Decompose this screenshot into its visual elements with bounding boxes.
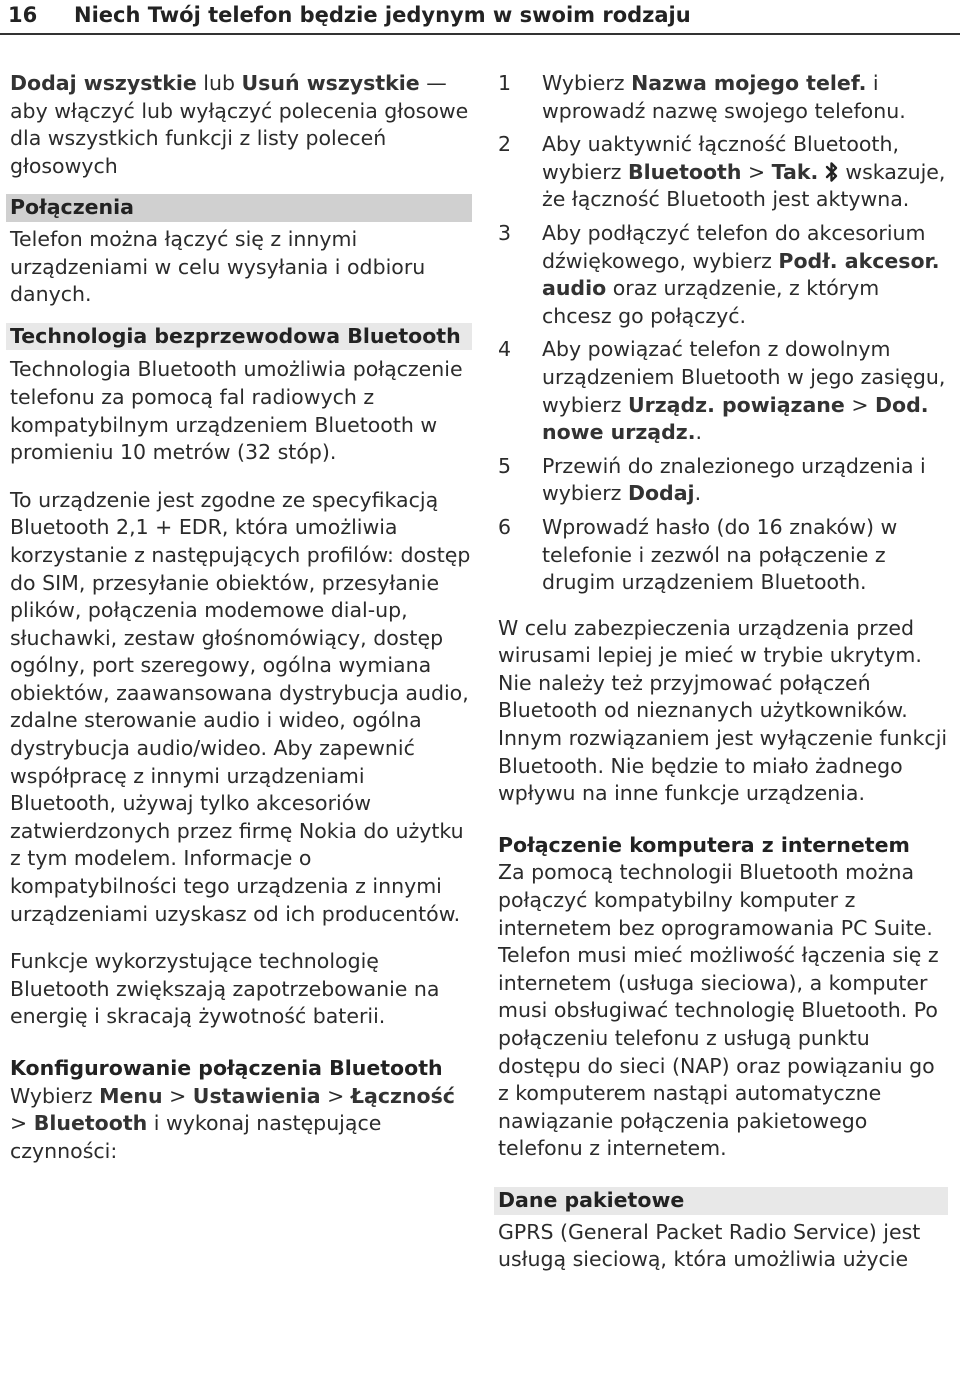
list-item: 2 Aby uaktywnić łączność Bluetooth, wybierz Bluetooth > Tak. wskazuje, że łączność Bluetooth jest aktywna. — [498, 132, 946, 212]
bluetooth-battery-text: Funkcje wykorzystujące technologię Bluetooth zwiększają zapotrzebowanie na energię i skracają żywotność baterii. — [10, 949, 440, 1029]
right-column — [498, 70, 948, 1274]
page-header — [0, 0, 960, 35]
bluetooth-config-path: Wybierz Menu > Ustawienia > Łączność > Bluetooth i wykonaj następujące czynności: — [10, 1083, 455, 1163]
subheading-bluetooth-config: Konfigurowanie połączenia Bluetooth — [10, 1056, 443, 1080]
page-number: 16 — [8, 3, 38, 27]
packet-data-text: GPRS (General Packet Radio Service) jest usługą sieciową, która umożliwia użycie — [498, 1219, 921, 1272]
add-all-option: Dodaj wszystkie — [10, 71, 197, 95]
bluetooth-steps-list — [498, 70, 948, 597]
list-item: 1 Wybierz Nazwa mojego telef. i wprowadź nazwę swojego telefonu. — [498, 71, 906, 123]
pc-internet-text: Za pomocą technologii Bluetooth można połączyć kompatybilny komputer z internetem bez oprogramowania PC Suite. Telefon musi mieć możliwość łączenia się z internetem (usługa sieciowa), a komputer musi obsługiwać technologię Bluetooth. Po połączeniu telefonu z usługą punktu dostępu do sieci (NAP) oraz powiązaniu go z komputerem nastąpi automatyczne nawiązanie połączenia pakietowego telefonu z internetem. — [498, 860, 939, 1161]
list-item: 3 Aby podłączyć telefon do akcesorium dźwiękowego, wybierz Podł. akcesor. audio oraz urządzenie, z którym chcesz go połączyć. — [498, 220, 940, 328]
section-heading-polaczenia: Połączenia — [6, 194, 472, 222]
page-title: Niech Twój telefon będzie jedynym w swoim rodzaju — [74, 3, 691, 27]
section-heading-bluetooth: Technologia bezprzewodowa Bluetooth — [6, 323, 472, 351]
bluetooth-icon — [825, 161, 839, 183]
left-column — [10, 70, 472, 1165]
security-advice-text: W celu zabezpieczenia urządzenia przed wirusami lepiej je mieć w trybie ukrytym. Nie należy też przyjmować połączeń Bluetooth od nieznanych użytkowników. Innym rozwiązaniem jest wyłączenie funkcji Bluetooth. Nie będzie to miało żadnego wpływu na inne funkcje urządzenia. — [498, 615, 948, 806]
menu-path-connectivity: Łączność — [350, 1083, 455, 1108]
list-item: 4 Aby powiązać telefon z dowolnym urządzeniem Bluetooth w jego zasięgu, wybierz Urządz. powiązane > Dod. nowe urządz.. — [498, 337, 946, 445]
bluetooth-intro-text: Technologia Bluetooth umożliwia połączenie telefonu za pomocą fal radiowych z kompatybilnym urządzeniem Bluetooth w promieniu 10 metrów (32 stóp). — [10, 357, 463, 465]
voice-commands-paragraph: Dodaj wszystkie lub Usuń wszystkie — aby włączyć lub wyłączyć polecenia głosowe dla wszystkich funkcji z listy poleceń głosowych — [10, 71, 469, 178]
subheading-pc-internet: Połączenie komputera z internetem — [498, 832, 910, 857]
section-heading-packet-data: Dane pakietowe — [494, 1187, 948, 1215]
remove-all-option: Usuń wszystkie — [241, 71, 420, 95]
polaczenia-text: Telefon można łączyć się z innymi urządzeniami w celu wysyłania i odbioru danych. — [10, 226, 426, 307]
bluetooth-profiles-text: To urządzenie jest zgodne ze specyfikacją Bluetooth 2,1 + EDR, która umożliwia korzystanie z następujących profilów: dostęp do SIM, przesyłanie obiektów, przesyłanie plików, połączenia modemowe dial-up, słuchawki, zestaw głośnomówiący, dostęp ogólny, port szeregowy, ogólna wymiana obiektów, zaawansowana dystrybucja audio, zdalne sterowanie audio i wideo, ogólna dystrybucja audio/wideo. Aby zapewnić współpracę z innymi urządzeniami Bluetooth, używaj tylko akcesoriów zatwierdzonych przez firmę Nokia do użytku z tym modelem. Informacje o kompatybilności tego urządzenia z innymi urządzeniami uzyskasz od ich producentów. — [10, 487, 471, 926]
list-item: 6 Wprowadź hasło (do 16 znaków) w telefonie i zezwól na połączenie z drugim urządzeniem Bluetooth. — [498, 514, 898, 595]
menu-path-menu: Menu — [99, 1083, 163, 1108]
menu-path-bluetooth: Bluetooth — [33, 1111, 148, 1136]
menu-path-settings: Ustawienia — [192, 1083, 321, 1108]
list-item: 5 Przewiń do znalezionego urządzenia i wybierz Dodaj. — [498, 453, 926, 506]
